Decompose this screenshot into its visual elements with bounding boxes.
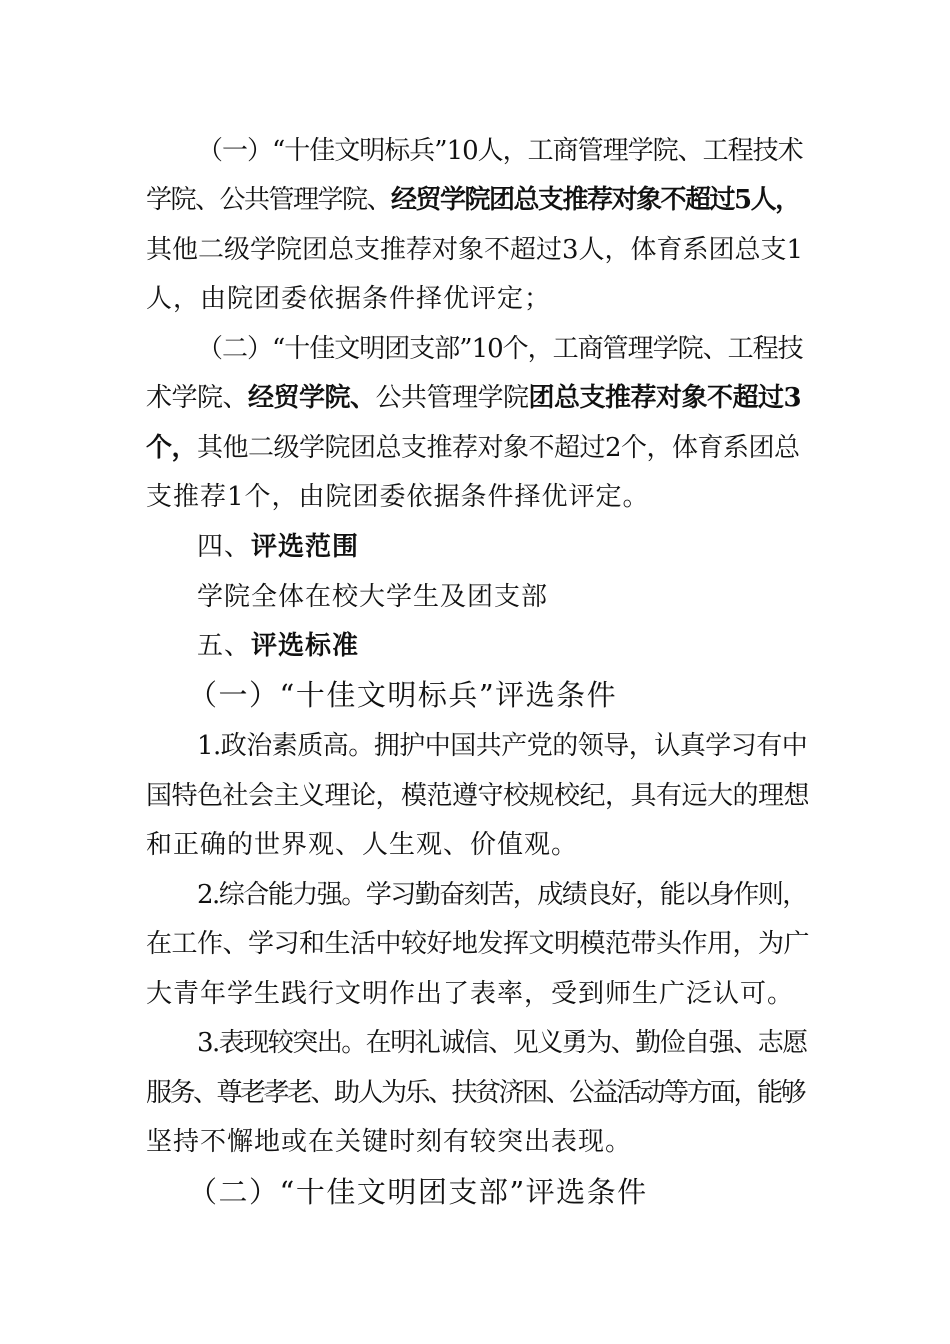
- text-run: 公共管理学院: [375, 383, 529, 413]
- subsection-heading: [188, 1177, 648, 1207]
- text-run: 术学院、: [146, 383, 249, 413]
- text-run: 其他二级学院团总支推荐对象不超过2个，体育系团总: [197, 433, 800, 463]
- para-line: [146, 383, 801, 413]
- text-run: 3.表现较突出。在明礼诚信、见义勇为、勤俭自强、志愿: [197, 1028, 807, 1058]
- subsection-heading: [188, 680, 617, 710]
- para-line: [197, 880, 807, 910]
- para-line: [146, 929, 809, 959]
- text-run: 2.综合能力强。学习勤奋刻苦，成绩良好，能以身作则，: [197, 880, 807, 910]
- para-line: [197, 1028, 807, 1058]
- section-heading: [197, 532, 359, 562]
- para-line: [146, 235, 803, 265]
- text-run: （一）“十佳文明标兵”评选条件: [188, 678, 618, 712]
- text-run: 学院全体在校大学生及团支部: [197, 582, 549, 612]
- para-line: [146, 979, 794, 1009]
- text-run: 1.政治素质高。拥护中国共产党的领导，认真学习有中: [197, 731, 808, 761]
- para-line: [197, 582, 548, 612]
- text-run: 服务、尊老孝老、助人为乐、扶贫济困、公益活动等方面，能够: [146, 1078, 805, 1108]
- para-line: [197, 731, 807, 761]
- text-run: 其他二级学院团总支推荐对象不超过3人，体育系团总支1: [146, 235, 804, 265]
- text-run: 坚持不懈地或在关键时刻有较突出表现。: [146, 1127, 633, 1157]
- bold-text-run: 评选标准: [251, 631, 360, 661]
- text-run: 支推荐1个，由院团委依据条件择优评定。: [146, 482, 650, 512]
- text-run: 人，由院团委依据条件择优评定；: [146, 284, 552, 314]
- para-line: [197, 136, 803, 166]
- bold-text-run: 经贸学院、: [248, 383, 376, 413]
- text-run: 五、: [197, 631, 252, 661]
- bold-text-run: 团总支推荐对象不超过3: [528, 383, 802, 413]
- text-run: （二）“十佳文明团支部”10个，工商管理学院、工程技: [197, 334, 803, 364]
- para-line: [146, 830, 578, 860]
- text-run: 大青年学生践行文明作出了表率，受到师生广泛认可。: [146, 979, 795, 1009]
- text-run: 在工作、学习和生活中较好地发挥文明模范带头作用，为广: [146, 929, 810, 959]
- text-run: 国特色社会主义理论，模范遵守校规校纪，具有远大的理想: [146, 781, 810, 811]
- bold-text-run: 个，: [146, 433, 198, 463]
- text-run: （一）“十佳文明标兵”10人，工商管理学院、工程技术: [197, 136, 803, 166]
- para-line: [146, 1127, 632, 1157]
- para-line: [146, 284, 551, 314]
- text-run: （二）“十佳文明团支部”评选条件: [188, 1175, 648, 1209]
- text-run: 和正确的世界观、人生观、价值观。: [146, 830, 579, 860]
- para-line: [146, 1078, 804, 1108]
- text-run: 四、: [197, 532, 252, 562]
- para-line: [146, 433, 800, 463]
- para-line: [146, 781, 809, 811]
- para-line: [146, 482, 650, 512]
- para-line: [197, 334, 803, 364]
- bold-text-run: 经贸学院团总支推荐对象不超过5人，: [391, 185, 800, 215]
- text-run: 学院、公共管理学院、: [146, 185, 392, 215]
- bold-text-run: 评选范围: [251, 532, 360, 562]
- para-line: [146, 185, 800, 215]
- section-heading: [197, 631, 359, 661]
